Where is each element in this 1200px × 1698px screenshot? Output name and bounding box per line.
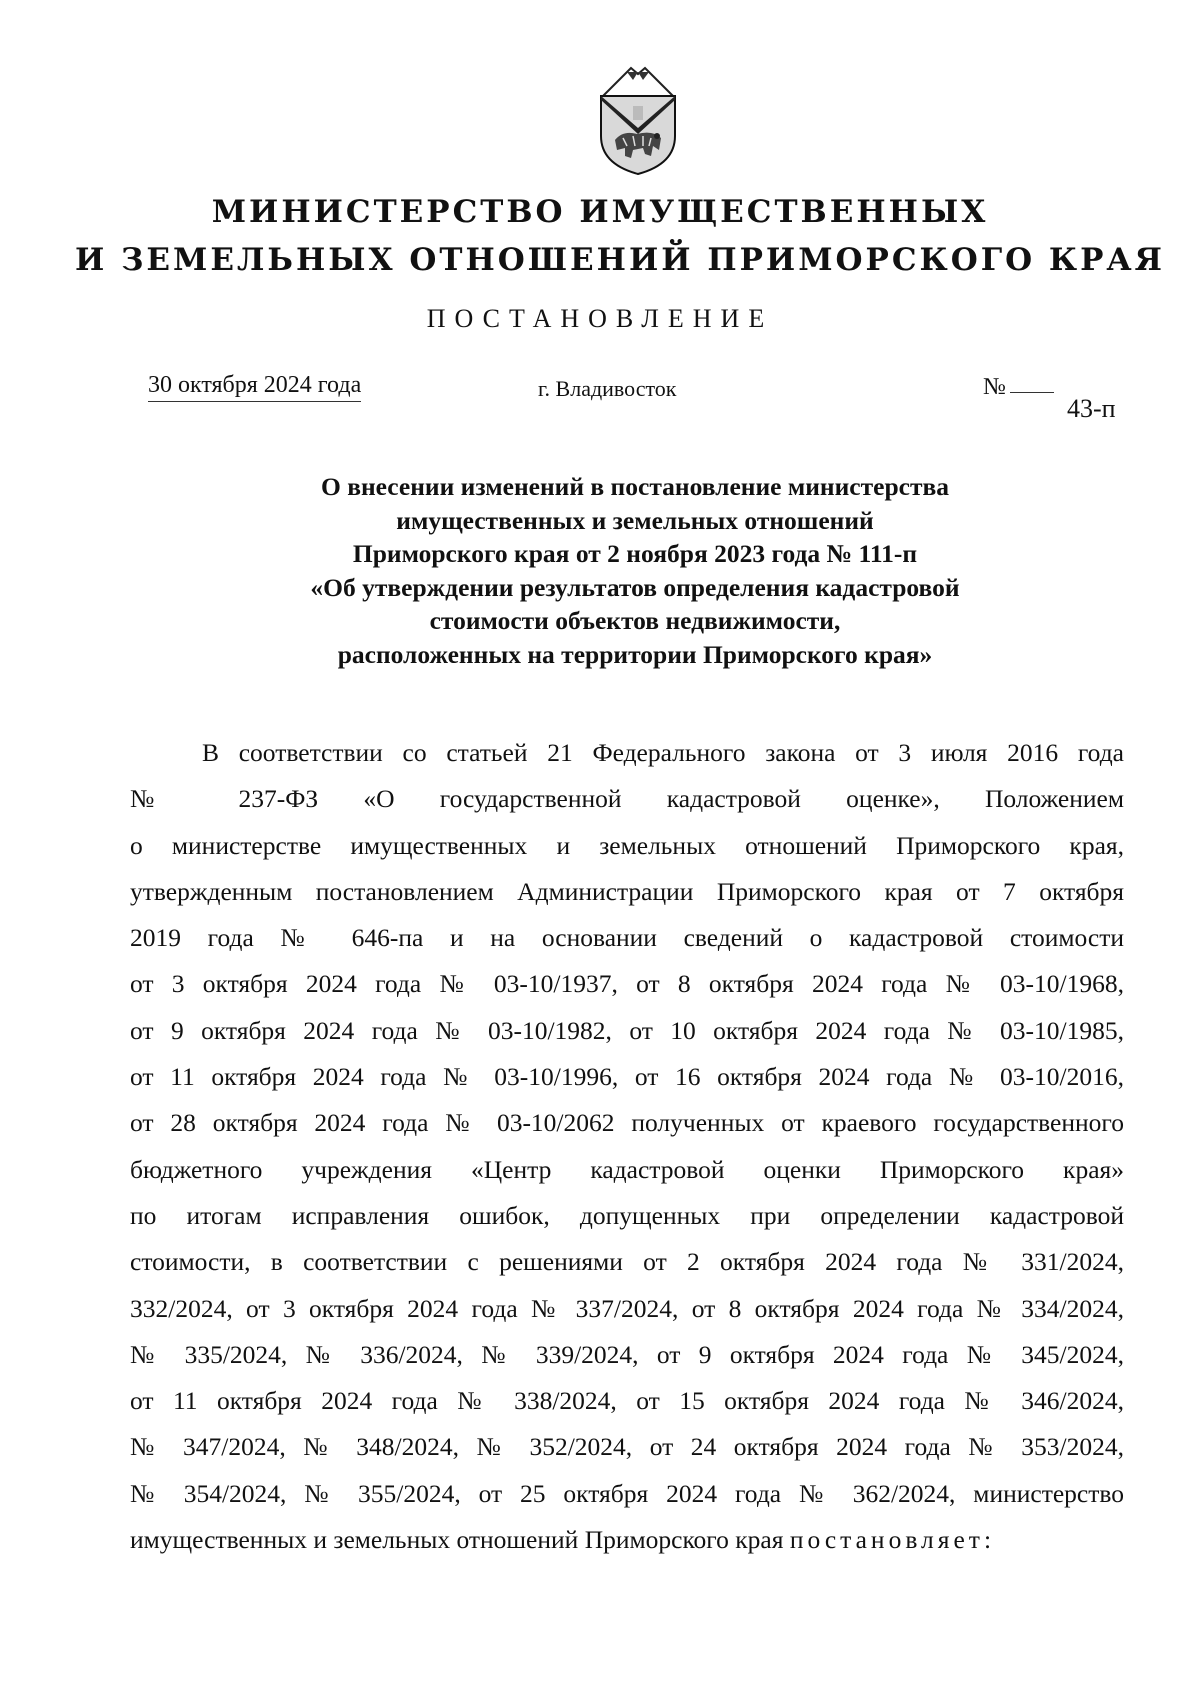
body-line-final [130,1517,1124,1563]
body-line: № 335/2024, № 336/2024, № 339/2024, от 9 октября 2024 года № 345/2024, [130,1339,1124,1369]
body-line: от 11 октября 2024 года № 338/2024, от 15 октября 2024 года № 346/2024, [130,1386,1124,1416]
body-final-text: имущественных и земельных отношений Приморского края [130,1525,790,1555]
document-title [160,470,1110,671]
body-line: № 347/2024, № 348/2024, № 352/2024, от 24 октября 2024 года № 353/2024, [130,1432,1124,1462]
body-line: В соответствии со статьей 21 Федерального закона от 3 июля 2016 года [202,738,1124,767]
body-line: от 9 октября 2024 года № 03-10/1982, от 10 октября 2024 года № 03-10/1985, [130,1015,1124,1045]
body-line: по итогам исправления ошибок, допущенных при определении кадастровой [130,1200,1124,1230]
body-line: № 237-ФЗ «О государственной кадастровой оценке», Положением [130,784,1124,814]
document-body [130,730,1124,1563]
body-line: № 354/2024, № 355/2024, от 25 октября 2024 года № 362/2024, министерство [130,1478,1124,1508]
title-line: О внесении изменений в постановление министерства [320,472,950,501]
body-line: о министерстве имущественных и земельных отношений Приморского края, [130,830,1124,860]
title-line: Приморского края от 2 ноября 2023 года № 111-п [352,539,918,568]
title-line: расположенных на территории Приморского края» [337,639,933,669]
title-line: имущественных и земельных отношений [396,505,874,535]
body-line: 332/2024, от 3 октября 2024 года № 337/2024, от 8 октября 2024 года № 334/2024, [130,1293,1124,1323]
document-date: 30 октября 2024 года [148,372,361,402]
coat-of-arms-icon [593,66,683,176]
title-line: стоимости объектов недвижимости, [429,606,841,635]
document-number-label: № [983,374,1006,400]
resolves-word: постановляет: [789,1525,996,1555]
body-line: от 11 октября 2024 года № 03-10/1996, от 16 октября 2024 года № 03-10/2016, [130,1062,1124,1092]
body-line: от 3 октября 2024 года № 03-10/1937, от 8 октября 2024 года № 03-10/1968, [130,969,1124,999]
ministry-name [0,188,1200,284]
title-line: «Об утверждении результатов определения кадастровой [310,572,960,602]
document-city: г. Владивосток [538,376,677,401]
body-line: бюджетного учреждения «Центр кадастровой оценки Приморского края» [130,1154,1124,1184]
body-line: стоимости, в соответствии с решениями от 2 октября 2024 года № 331/2024, [130,1247,1124,1277]
ministry-name-line1: МИНИСТЕРСТВО ИМУЩЕСТВЕННЫХ [211,194,989,230]
number-dash [1010,392,1054,393]
ministry-name-line2: И ЗЕМЕЛЬНЫХ ОТНОШЕНИЙ ПРИМОРСКОГО КРАЯ [74,242,1166,278]
document-number: 43-п [1067,394,1116,423]
body-line: 2019 года № 646-па и на основании сведений о кадастровой стоимости [130,923,1124,953]
body-line: утвержденным постановлением Администрации Приморского края от 7 октября [130,876,1124,906]
document-type: ПОСТАНОВЛЕНИЕ [426,304,774,333]
body-line: от 28 октября 2024 года № 03-10/2062 полученных от краевого государственного [130,1108,1124,1138]
